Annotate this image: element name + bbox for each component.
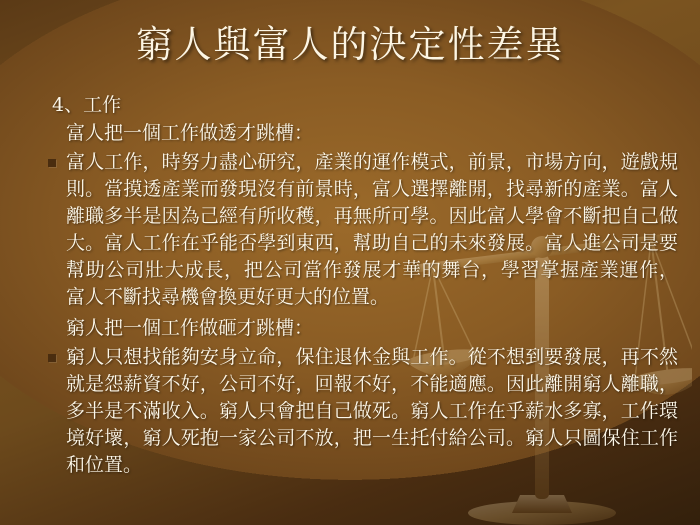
- square-bullet-icon: [48, 354, 56, 362]
- poor-paragraph: 窮人只想找能夠安身立命，保住退休金與工作。從不想到要發展，再不然就是怨薪資不好，公司不好，回報不好，不能適應。因此離開窮人離職，多半是不滿收入。窮人只會把自己做死。窮人工作在乎薪水多寡，工作環境好壞，窮人死抱一家公司不放，把一生托付給公司。窮人只圖保住工作和位置。: [66, 346, 678, 476]
- list-item: [26, 149, 678, 311]
- poor-heading: 窮人把一個工作做砸才跳槽：: [66, 317, 314, 339]
- slide-title: 窮人與富人的決定性差異: [135, 23, 565, 66]
- slide-body: [26, 92, 678, 483]
- rich-heading: 富人把一個工作做透才跳槽：: [66, 122, 314, 144]
- section-heading: 4、工作: [52, 94, 122, 116]
- list-item: [26, 344, 678, 479]
- rich-paragraph: 富人工作，時努力盡心研究，產業的運作模式，前景，市場方向，遊戲規則。當摸透產業而發現沒有前景時，富人選擇離開，找尋新的產業。富人離職多半是因為己經有所收穫，再無所可學。因此富人學會不斷把自己做大。富人工作在乎能否學到東西，幫助自己的未來發展。富人進公司是要幫助公司壯大成長，把公司當作發展才華的舞台，學習掌握產業運作， 富人不斷找尋機會換更好更大的位置。: [66, 151, 678, 308]
- square-bullet-icon: [48, 159, 56, 167]
